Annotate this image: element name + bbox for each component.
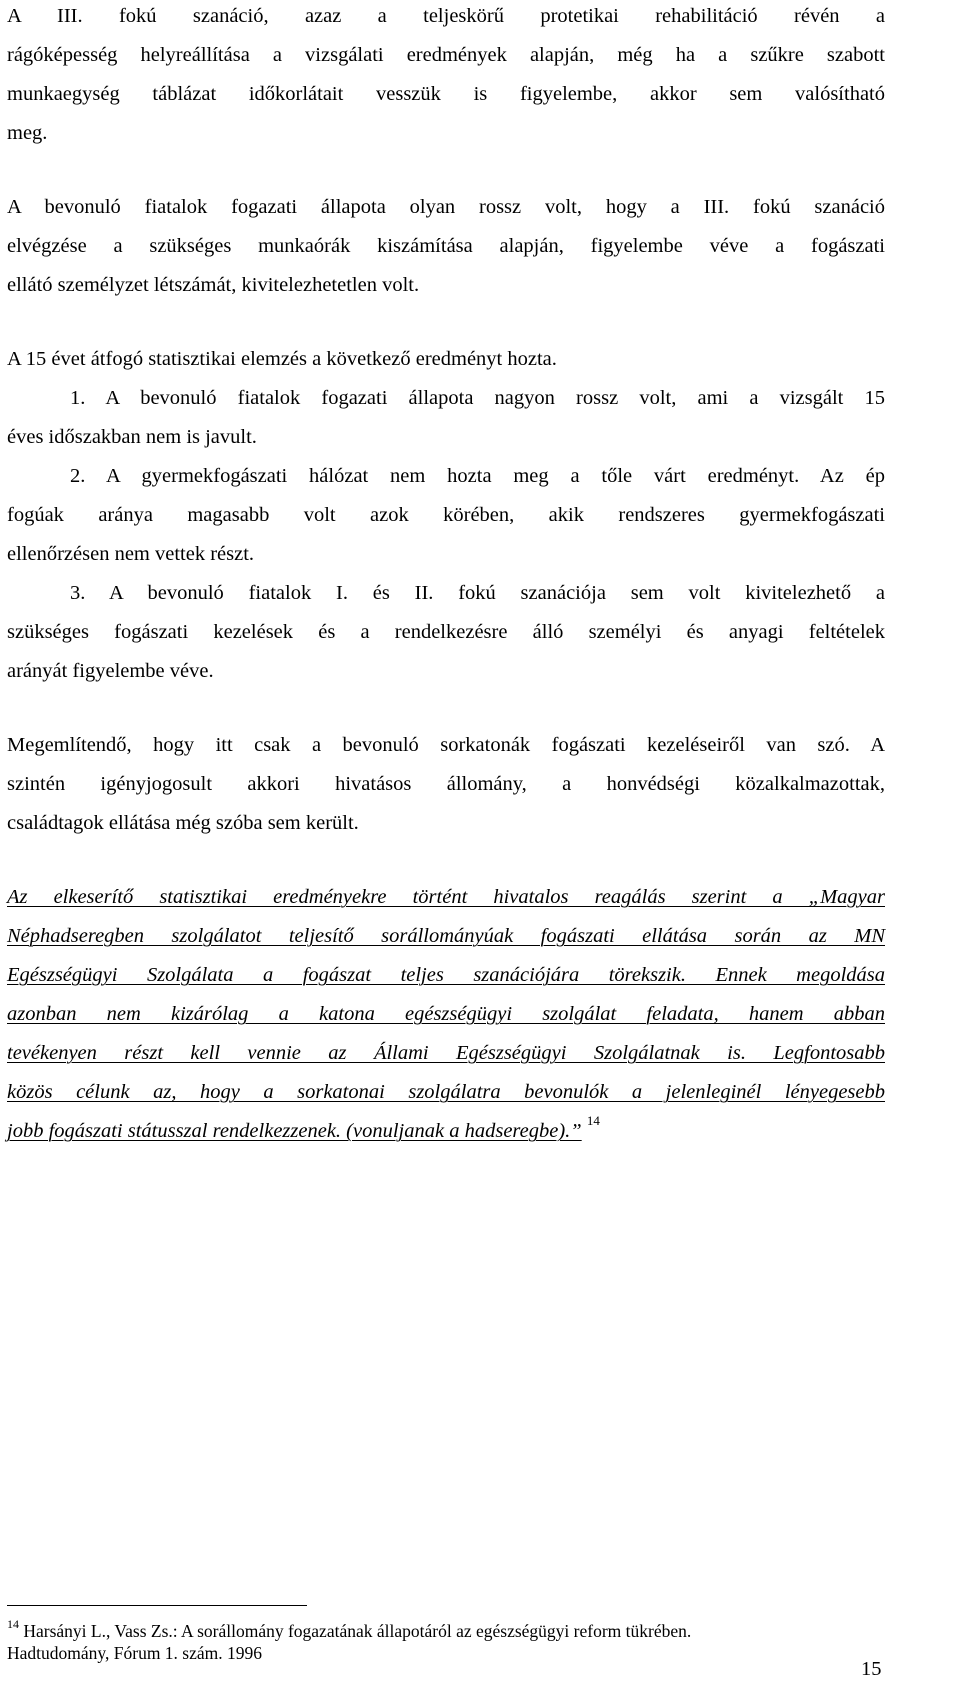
paragraph-1-line-4: meg. <box>7 122 48 144</box>
quote-line-4 <box>7 1002 885 1026</box>
quote-line-2-text: Néphadseregben szolgálatot teljesítő sorállományúak fogászati ellátása során az MN <box>7 925 885 947</box>
quote-line-6-text: közös célunk az, hogy a sorkatonai szolgálatra bevonulók a jelenleginél lényegesebb <box>7 1081 885 1103</box>
list-item-2-line-3: ellenőrzésen nem vettek részt. <box>7 543 255 565</box>
list-item-3-line-1: 3. A bevonuló fiatalok I. és II. fokú szanációja sem volt kivitelezhető a <box>70 582 885 604</box>
quote-line-5 <box>7 1041 885 1065</box>
paragraph-2-line-2: elvégzése a szükséges munkaórák kiszámítása alapján, figyelembe véve a fogászati <box>7 235 885 257</box>
list-item-3-line-3: arányát figyelembe véve. <box>7 660 214 682</box>
quote-line-2 <box>7 924 885 948</box>
paragraph-2-line-3: ellátó személyzet létszámát, kivitelezhetetlen volt. <box>7 274 420 296</box>
quote-line-5-text: tevékenyen részt kell vennie az Állami Egészségügyi Szolgálatnak is. Legfontosabb <box>7 1042 885 1064</box>
footnote-marker: 14 <box>7 1617 19 1631</box>
list-item-3-line-2: szükséges fogászati kezelések és a rendelkezésre álló személyi és anyagi feltételek <box>7 621 885 643</box>
paragraph-1-line-3: munkaegység táblázat időkorlátait vesszük is figyelembe, akkor sem valósítható <box>7 83 885 105</box>
paragraph-4-line-2: szintén igényjogosult akkori hivatásos állomány, a honvédségi közalkalmazottak, <box>7 773 885 795</box>
quote-line-7-text: jobb fogászati státusszal rendelkezzenek. (vonuljanak a hadseregbe).” <box>7 1120 582 1142</box>
paragraph-1-line-1: A III. fokú szanáció, azaz a teljeskörű protetikai rehabilitáció révén a <box>7 5 885 27</box>
list-item-1-line-1: 1. A bevonuló fiatalok fogazati állapota nagyon rossz volt, ami a vizsgált 15 <box>70 387 885 409</box>
quote-line-6 <box>7 1080 885 1104</box>
paragraph-3-line-1: A 15 évet átfogó statisztikai elemzés a következő eredményt hozta. <box>7 348 557 370</box>
paragraph-2-line-1: A bevonuló fiatalok fogazati állapota olyan rossz volt, hogy a III. fokú szanáció <box>7 196 885 218</box>
footnote-text-1: Harsányi L., Vass Zs.: A sorállomány fogazatának állapotáról az egészségügyi reform tükrében. <box>19 1621 692 1641</box>
paragraph-1-line-2: rágóképesség helyreállítása a vizsgálati eredmények alapján, még ha a szűkre szabott <box>7 44 885 66</box>
footnote-line-2: Hadtudomány, Fórum 1. szám. 1996 <box>7 1643 263 1663</box>
quote-line-3 <box>7 963 885 987</box>
list-item-2-line-1: 2. A gyermekfogászati hálózat nem hozta meg a tőle várt eredményt. Az ép <box>70 465 885 487</box>
quote-line-7 <box>7 1113 885 1145</box>
list-item-1-line-2: éves időszakban nem is javult. <box>7 426 257 448</box>
list-item-2-line-2: fogúak aránya magasabb volt azok körében, akik rendszeres gyermekfogászati <box>7 504 885 526</box>
footnote-reference[interactable]: 14 <box>586 1113 600 1128</box>
page-number: 15 <box>861 1658 882 1680</box>
quote-line-4-text: azonban nem kizárólag a katona egészségügyi szolgálat feladata, hanem abban <box>7 1003 885 1025</box>
footnote-line-1 <box>7 1617 692 1644</box>
footnote-separator <box>7 1605 307 1606</box>
quote-line-1 <box>7 885 885 909</box>
quote-line-1-text: Az elkeserítő statisztikai eredményekre történt hivatalos reagálás szerint a „Magyar <box>7 886 885 908</box>
paragraph-4-line-3: családtagok ellátása még szóba sem került. <box>7 812 359 834</box>
quote-line-3-text: Egészségügyi Szolgálata a fogászat teljes szanációjára törekszik. Ennek megoldása <box>7 964 885 986</box>
paragraph-4-line-1: Megemlítendő, hogy itt csak a bevonuló sorkatonák fogászati kezeléseiről van szó. A <box>7 734 885 756</box>
